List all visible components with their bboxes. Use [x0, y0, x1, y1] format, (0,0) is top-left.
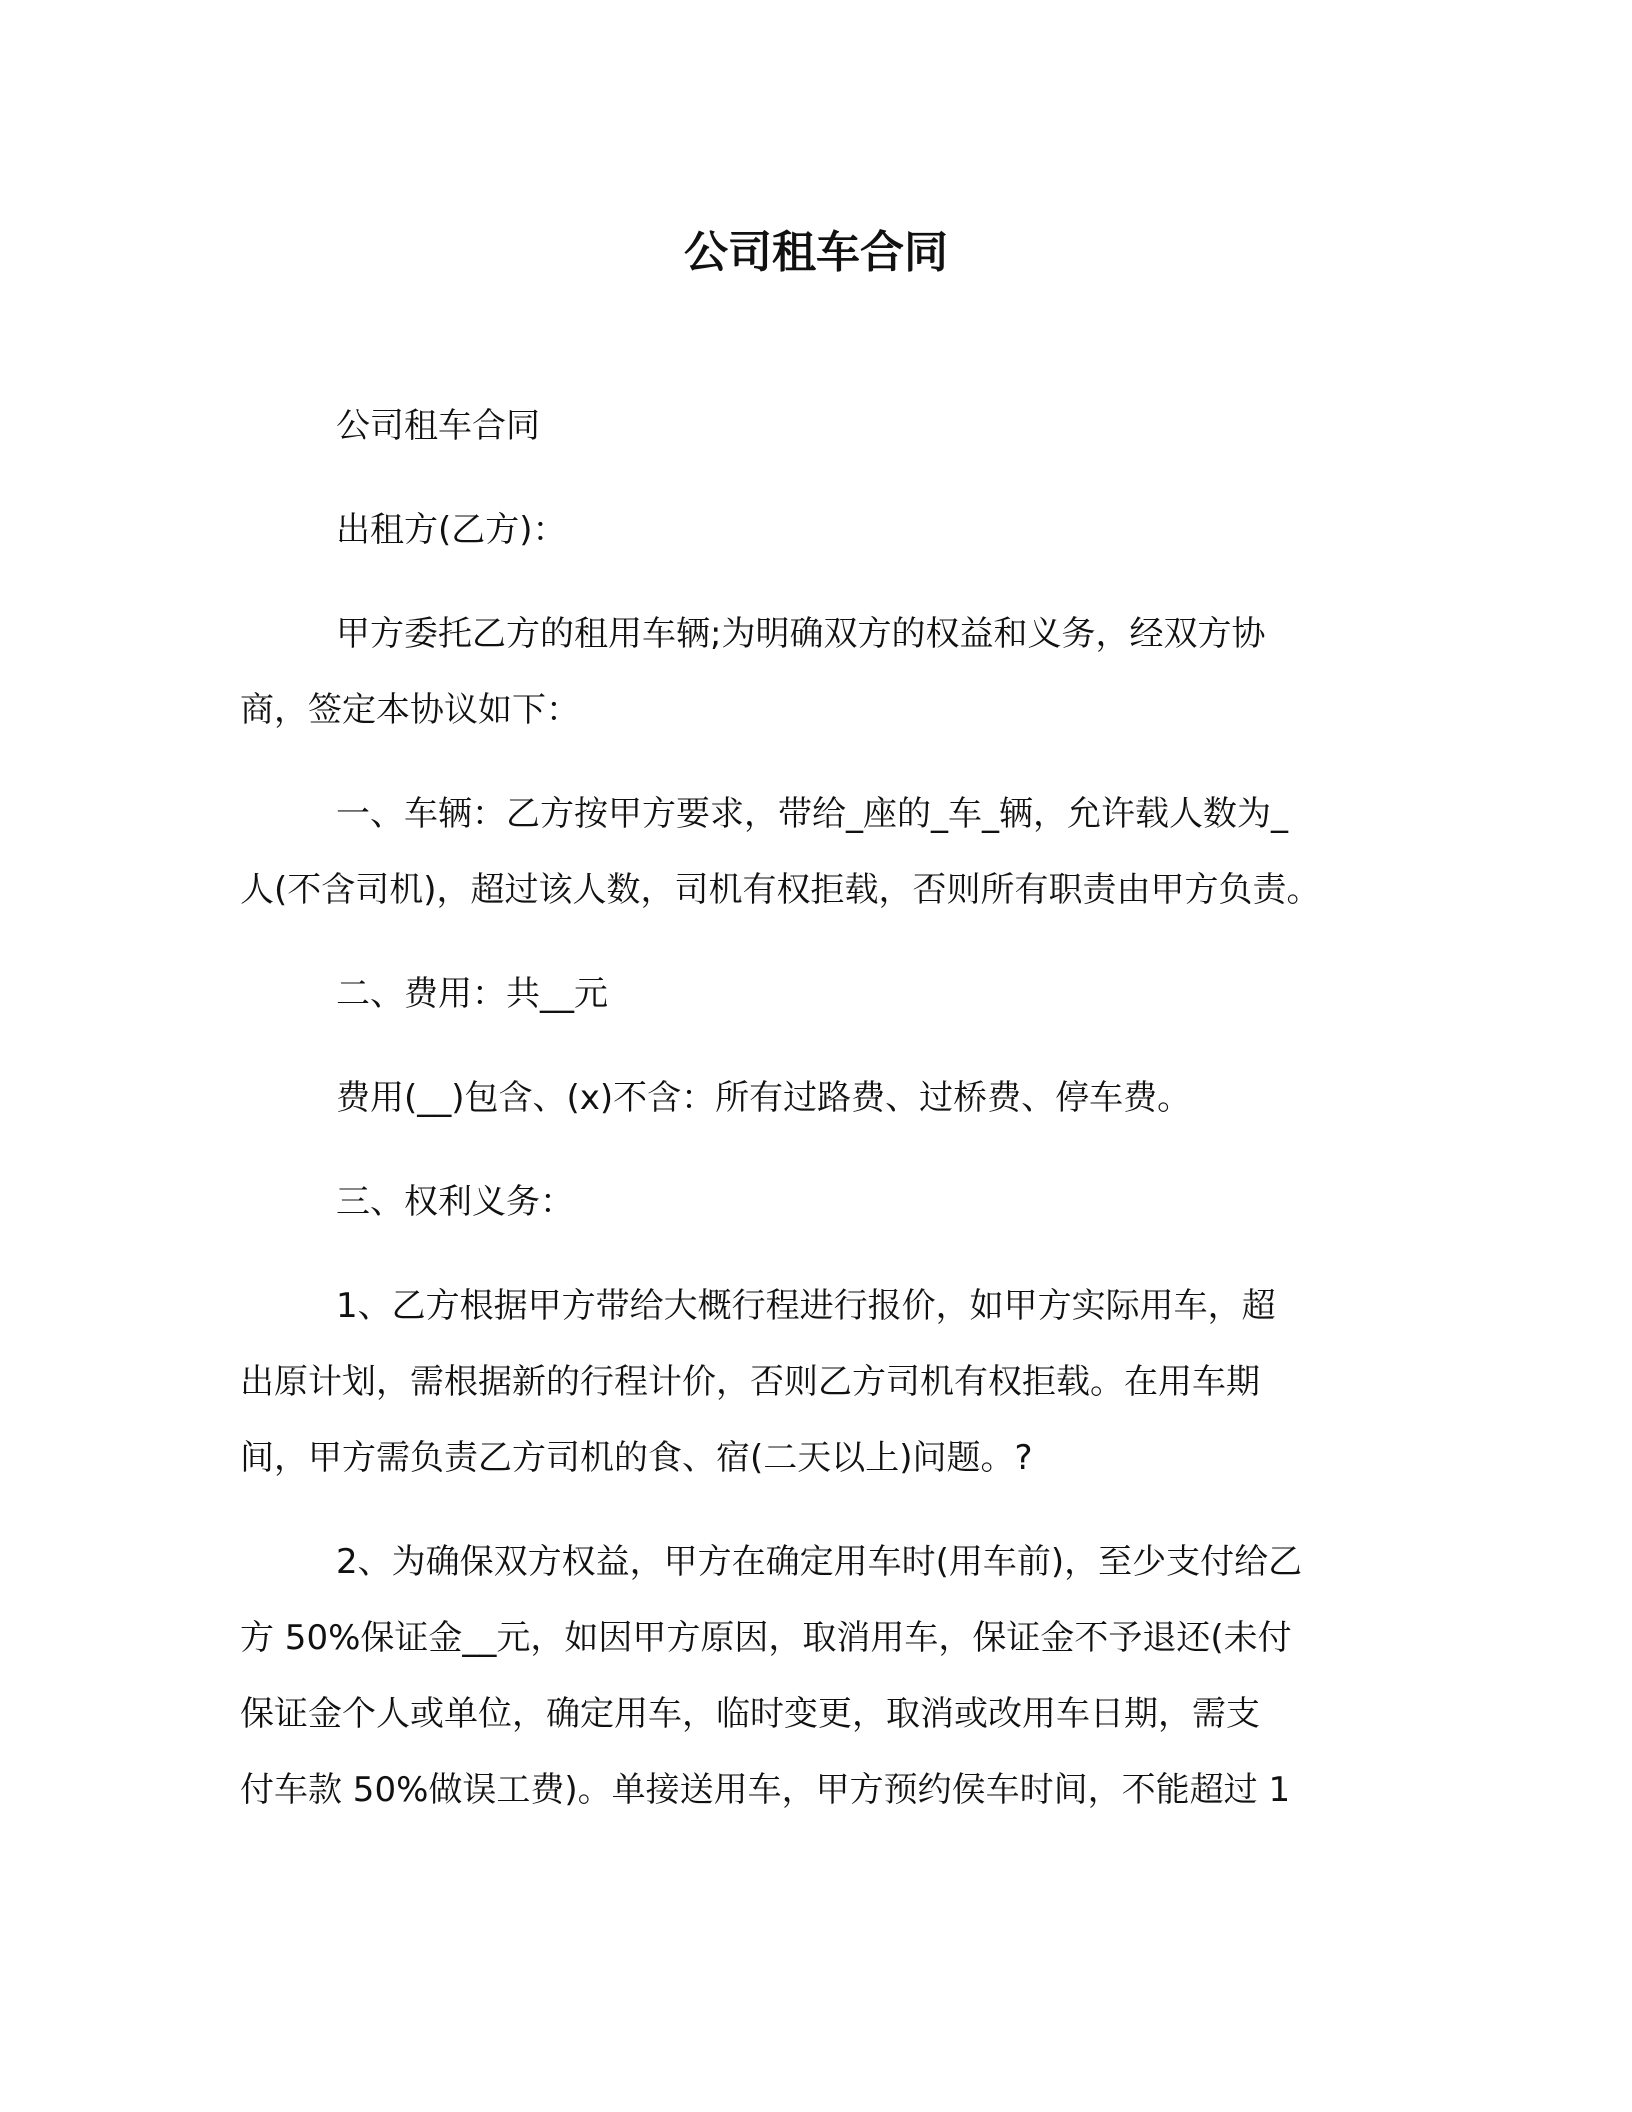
- clause-vehicle-line-1: 一、车辆：乙方按甲方要求，带给_座的_车_辆，允许载人数为_: [336, 794, 1288, 834]
- clause-fee-line: 二、费用：共__元: [336, 974, 608, 1014]
- fee-inclusion-line: 费用(__)包含、(x)不含：所有过路费、过桥费、停车费。: [336, 1078, 1192, 1118]
- document-body: [240, 388, 1390, 1828]
- item-2-line-2: 方 50%保证金__元，如因甲方原因，取消用车，保证金不予退还(未付: [240, 1618, 1292, 1658]
- document-title: 公司租车合同: [684, 227, 948, 278]
- subtitle-line: 公司租车合同: [336, 406, 540, 446]
- item-2-line-4: 付车款 50%做误工费)。单接送用车，甲方预约侯车时间，不能超过 1: [240, 1770, 1291, 1810]
- item-2-line-1: 2、为确保双方权益，甲方在确定用车时(用车前)，至少支付给乙: [336, 1542, 1303, 1582]
- preamble-line-1: 甲方委托乙方的租用车辆;为明确双方的权益和义务，经双方协: [336, 614, 1266, 654]
- item-1-line-3: 间，甲方需负责乙方司机的食、宿(二天以上)问题。?: [240, 1438, 1033, 1478]
- clause-vehicle-line-2: 人(不含司机)，超过该人数，司机有权拒载，否则所有职责由甲方负责。: [240, 870, 1321, 910]
- item-1-line-1: 1、乙方根据甲方带给大概行程进行报价，如甲方实际用车，超: [336, 1286, 1276, 1326]
- lessor-line: 出租方(乙方)：: [336, 510, 567, 550]
- clause-rights-heading: 三、权利义务：: [336, 1182, 574, 1222]
- preamble-line-2: 商，签定本协议如下：: [240, 690, 580, 730]
- item-2-line-3: 保证金个人或单位，确定用车，临时变更，取消或改用车日期，需支: [240, 1694, 1260, 1734]
- item-1-line-2: 出原计划，需根据新的行程计价，否则乙方司机有权拒载。在用车期: [240, 1362, 1260, 1402]
